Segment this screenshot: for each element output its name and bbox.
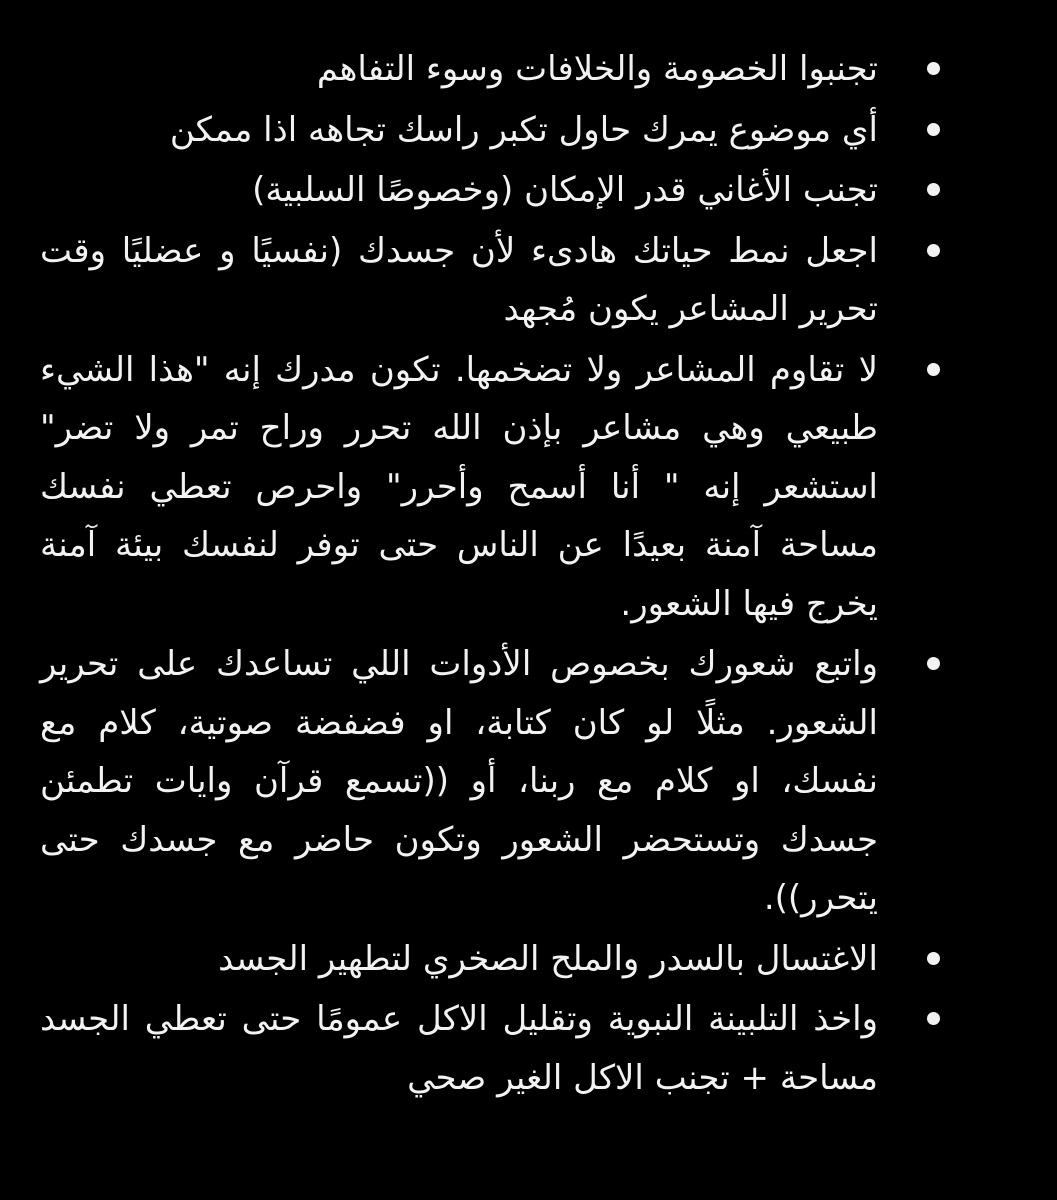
list-item-text: واخذ التلبينة النبوية وتقليل الاكل عمومًا حتى تعطي الجسد مساحة + تجنب الاكل الغير صحي: [40, 999, 878, 1098]
list-item-text: الاغتسال بالسدر والملح الصخري لتطهير الجسد: [218, 938, 878, 979]
list-item: [40, 635, 940, 928]
bullet-icon: [927, 62, 940, 75]
list-item: [40, 930, 940, 989]
bullet-list: [40, 40, 940, 1109]
bullet-icon: [927, 1012, 940, 1025]
list-item: [40, 990, 940, 1107]
bullet-icon: [927, 657, 940, 670]
bullet-icon: [927, 363, 940, 376]
list-item: [40, 40, 940, 99]
list-item: [40, 161, 940, 220]
list-item-text: أي موضوع يمرك حاول تكبر راسك تجاهه اذا ممكن: [169, 109, 878, 150]
bullet-icon: [927, 183, 940, 196]
list-item-text: لا تقاوم المشاعر ولا تضخمها. تكون مدرك إنه "هذا الشيء طبيعي وهي مشاعر بإذن الله تحرر وراح تمر ولا تضر" استشعر إنه " أنا أسمح وأحرر" واحرص تعطي نفسك مساحة آمنة بعيدًا عن الناس حتى توفر لنفسك بيئة آمنة يخرج فيها الشعور.: [40, 349, 878, 624]
list-item-text: تجنبوا الخصومة والخلافات وسوء التفاهم: [316, 49, 878, 89]
bullet-icon: [927, 952, 940, 965]
list-item: [40, 222, 940, 339]
list-item-text: اجعل نمط حياتك هادىء لأن جسدك (نفسيًا و عضليًا وقت تحرير المشاعر يكون مُجهد: [40, 230, 878, 329]
bullet-icon: [927, 123, 940, 136]
bullet-icon: [927, 244, 940, 257]
list-item: [40, 341, 940, 634]
list-item-text: واتبع شعورك بخصوص الأدوات اللي تساعدك على تحرير الشعور. مثلًا لو كان كتابة، او فضفضة صوتية، كلام مع نفسك، او كلام مع ربنا، أو ((تسمع قرآن وايات تطمئن جسدك وتستحضر الشعور وتكون حاضر مع جسدك حتى يتحرر)).: [40, 644, 878, 918]
list-item: [40, 101, 940, 160]
list-item-text: تجنب الأغاني قدر الإمكان (وخصوصًا السلبية): [252, 170, 878, 210]
